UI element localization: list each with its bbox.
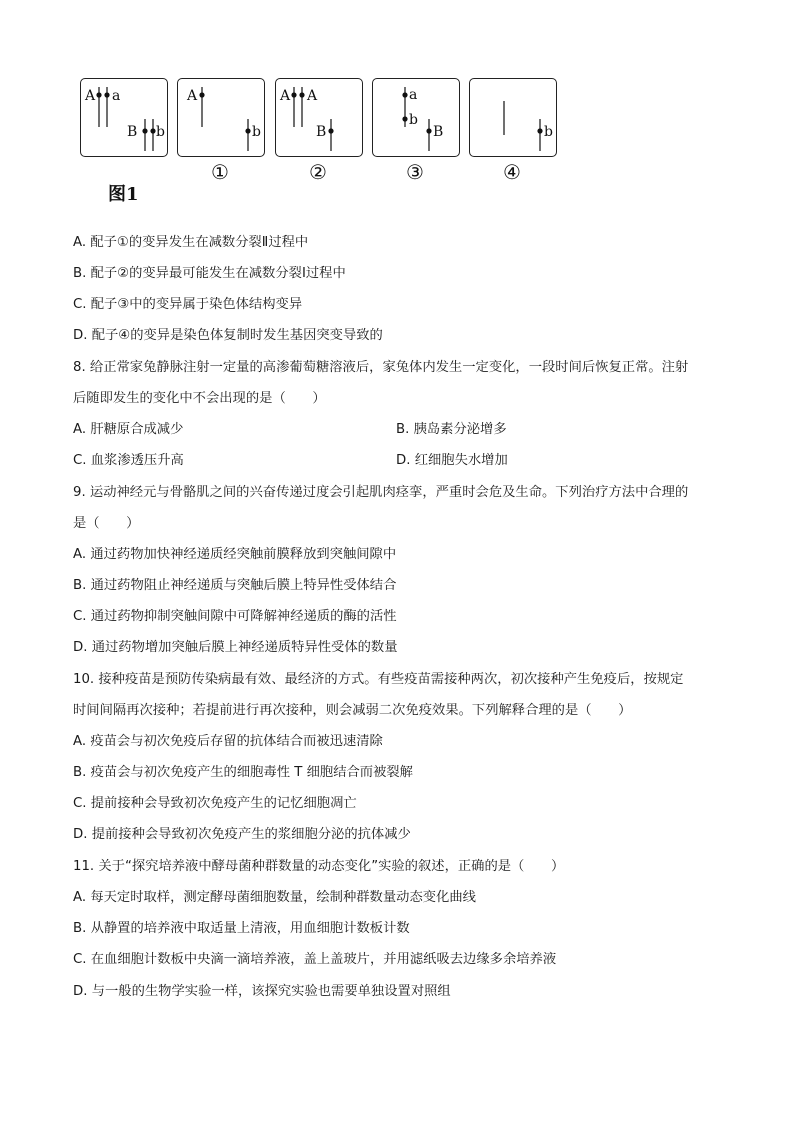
gene-label: a bbox=[409, 87, 418, 103]
q11-option-a: A. 每天定时取样，测定酵母菌细胞数量，绘制种群数量动态变化曲线 bbox=[73, 890, 476, 905]
q8-option-d: D. 红细胞失水增加 bbox=[396, 453, 508, 468]
gene-label: B bbox=[433, 124, 444, 140]
q10-option-c: C. 提前接种会导致初次免疫产生的记忆细胞凋亡 bbox=[73, 796, 357, 811]
figure-caption: 图1 bbox=[108, 184, 139, 205]
chromosome-diagram-3 bbox=[373, 79, 459, 156]
q9-option-c: C. 通过药物抑制突触间隙中可降解神经递质的酶的活性 bbox=[73, 609, 397, 624]
chromosome-diagram-2 bbox=[276, 79, 362, 156]
gene-label: b bbox=[252, 124, 261, 140]
chromosome-diagram-4 bbox=[470, 79, 556, 156]
q7-option-c: C. 配子③中的变异属于染色体结构变异 bbox=[73, 297, 303, 312]
q9-option-d: D. 通过药物增加突触后膜上神经递质特异性受体的数量 bbox=[73, 640, 398, 655]
gamete-number-2: ② bbox=[309, 160, 327, 184]
q9-option-a: A. 通过药物加快神经递质经突触前膜释放到突触间隙中 bbox=[73, 547, 397, 562]
chromosome-box-2 bbox=[275, 78, 363, 157]
chromosome-box-original bbox=[80, 78, 168, 157]
q8-option-c: C. 血浆渗透压升高 bbox=[73, 453, 184, 468]
q10-stem-line-2: 时间间隔再次接种；若提前进行再次接种，则会减弱二次免疫效果。下列解释合理的是（ ） bbox=[73, 703, 632, 718]
gamete-number-4: ④ bbox=[503, 160, 521, 184]
chromosome-box-3 bbox=[372, 78, 460, 157]
q7-option-d: D. 配子④的变异是染色体复制时发生基因突变导致的 bbox=[73, 328, 383, 343]
q9-stem-line-1: 9. 运动神经元与骨骼肌之间的兴奋传递过度会引起肌肉痉挛，严重时会危及生命。下列治疗方法中合理的 bbox=[73, 485, 689, 500]
q8-stem-line-2: 后随即发生的变化中不会出现的是（ ） bbox=[73, 391, 326, 406]
q7-option-a: A. 配子①的变异发生在减数分裂Ⅱ过程中 bbox=[73, 235, 309, 250]
q11-option-c: C. 在血细胞计数板中央滴一滴培养液，盖上盖玻片，并用滤纸吸去边缘多余培养液 bbox=[73, 952, 557, 967]
q10-option-b: B. 疫苗会与初次免疫产生的细胞毒性 T 细胞结合而被裂解 bbox=[73, 765, 413, 780]
gene-label: B bbox=[316, 124, 327, 140]
gene-label: B bbox=[127, 124, 138, 140]
chromosome-box-1 bbox=[177, 78, 265, 157]
q7-option-b: B. 配子②的变异最可能发生在减数分裂Ⅰ过程中 bbox=[73, 266, 346, 281]
figure-1 bbox=[78, 78, 568, 208]
gene-label: a bbox=[112, 88, 121, 104]
q9-stem-line-2: 是（ ） bbox=[73, 516, 140, 531]
q8-option-b: B. 胰岛素分泌增多 bbox=[396, 422, 507, 437]
chromosome-diagram-1 bbox=[178, 79, 264, 156]
q11-option-d: D. 与一般的生物学实验一样，该探究实验也需要单独设置对照组 bbox=[73, 984, 451, 999]
q8-stem-line-1: 8. 给正常家兔静脉注射一定量的高渗葡萄糖溶液后，家兔体内发生一定变化，一段时间后恢复正常。注射 bbox=[73, 360, 689, 375]
gene-label: A bbox=[307, 88, 318, 104]
chromosome-box-4 bbox=[469, 78, 557, 157]
q8-option-a: A. 肝糖原合成减少 bbox=[73, 422, 184, 437]
q11-stem-line-1: 11. 关于“探究培养液中酵母菌种群数量的动态变化”实验的叙述，正确的是（ ） bbox=[73, 859, 565, 874]
gene-label: b bbox=[409, 112, 418, 128]
q11-option-b: B. 从静置的培养液中取适量上清液，用血细胞计数板计数 bbox=[73, 921, 410, 936]
q9-option-b: B. 通过药物阻止神经递质与突触后膜上特异性受体结合 bbox=[73, 578, 397, 593]
chromosome-diagram-original bbox=[81, 79, 167, 156]
gene-label: b bbox=[156, 124, 165, 140]
q10-option-a: A. 疫苗会与初次免疫后存留的抗体结合而被迅速清除 bbox=[73, 734, 383, 749]
gamete-number-3: ③ bbox=[406, 160, 424, 184]
gamete-number-1: ① bbox=[211, 160, 229, 184]
gene-label: A bbox=[280, 88, 291, 104]
gene-label: A bbox=[85, 88, 96, 104]
q10-stem-line-1: 10. 接种疫苗是预防传染病最有效、最经济的方式。有些疫苗需接种两次，初次接种产生免疫后，按规定 bbox=[73, 672, 684, 687]
q10-option-d: D. 提前接种会导致初次免疫产生的浆细胞分泌的抗体减少 bbox=[73, 827, 411, 842]
gene-label: b bbox=[544, 124, 553, 140]
gene-label: A bbox=[187, 88, 198, 104]
